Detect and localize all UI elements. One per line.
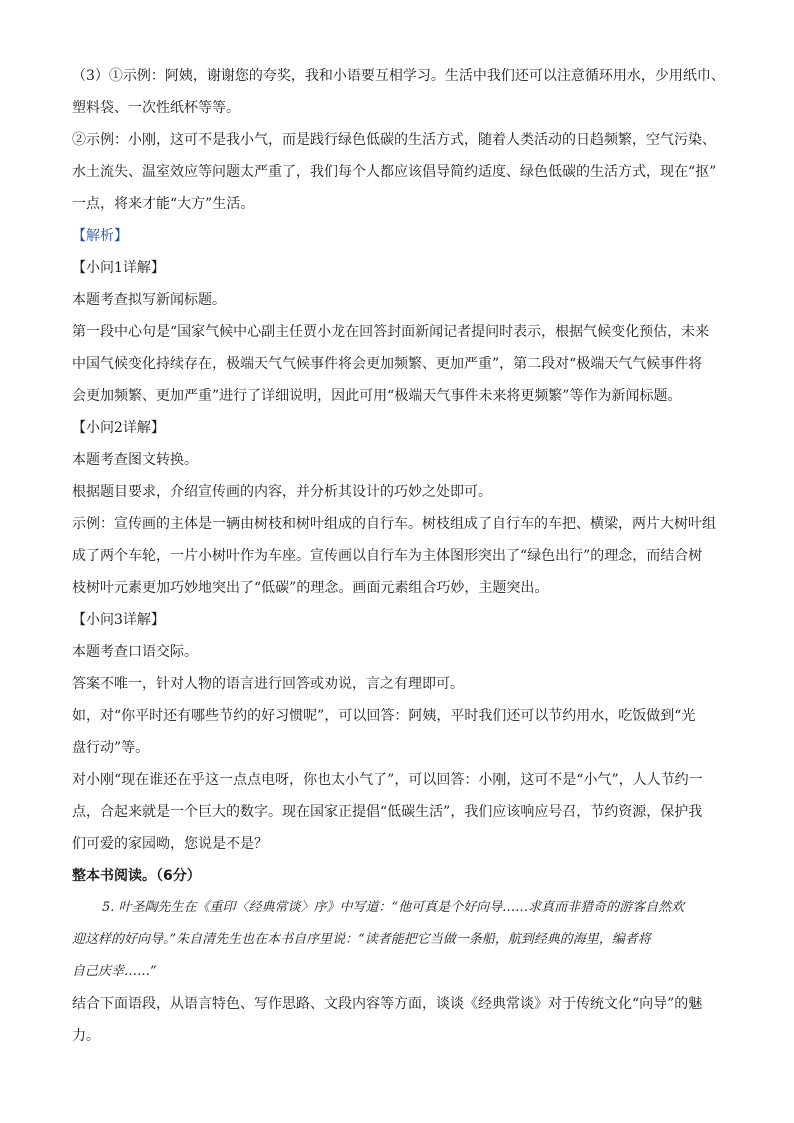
sub-question-2-topic: 本题考查图文转换。 — [72, 452, 198, 468]
sub-question-3-note: 答案不唯一，针对人物的语言进行回答或劝说，言之有理即可。 — [72, 676, 464, 692]
sub-question-3-example2-line2: 点，合起来就是一个巨大的数字。现在国家正提倡“低碳生活”，我们应该响应号召，节约资源，保护我 — [72, 804, 703, 820]
question-5-prompt-line1: 结合下面语段，从语言特色、写作思路、文段内容等方面，谈谈《经典常谈》对于传统文化“向导”的魅 — [72, 996, 703, 1012]
question-5-quote-line1: 5. 叶圣陶先生在《重印〈经典常谈〉序》中写道：“他可真是个好向导……求真而非猎奇的游客自然欢 — [102, 900, 685, 915]
answer-3-part2-line1: ②示例：小刚，这可不是我小气，而是践行绿色低碳的生活方式，随着人类活动的日趋频繁，空气污染、 — [72, 132, 716, 148]
sub-question-2-requirement: 根据题目要求，介绍宣传画的内容，并分析其设计的巧妙之处即可。 — [72, 484, 492, 500]
sub-question-1-text-line3: 会更加频繁、更加严重”进行了详细说明，因此可用“极端天气事件未来将更频繁”等作为新闻标题。 — [72, 388, 682, 404]
answer-3-part2-line2: 水土流失、温室效应等问题太严重了，我们每个人都应该倡导简约适度、绿色低碳的生活方式，现在“抠” — [72, 164, 717, 180]
sub-question-2-example-line3: 枝树叶元素更加巧妙地突出了“低碳”的理念。画面元素组合巧妙，主题突出。 — [72, 580, 549, 596]
sub-question-1-topic: 本题考查拟写新闻标题。 — [72, 292, 226, 308]
question-5-prompt-line2: 力。 — [72, 1028, 100, 1044]
question-5-quote-line2: 迎这样的好向导。”朱自清先生也在本书自序里说：“读者能把它当做一条船，航到经典的海里，编者将 — [72, 932, 651, 947]
answer-3-part1-line1: （3）①示例：阿姨，谢谢您的夸奖，我和小语要互相学习。生活中我们还可以注意循环用水，少用纸巾、 — [72, 68, 725, 84]
sub-question-3-example2-line1: 对小刚“现在谁还在乎这一点点电呀，你也太小气了”，可以回答：小刚，这可不是“小气”，人人节约一 — [72, 772, 703, 788]
analysis-heading: 【解析】 — [72, 228, 128, 244]
question-5-quote-line3: 自己庆幸……” — [72, 964, 157, 979]
answer-3-part2-line3: 一点，将来才能“大方”生活。 — [72, 196, 255, 212]
sub-question-3-example1-line2: 盘行动”等。 — [72, 740, 150, 756]
sub-question-3-example2-line3: 们可爱的家园呦，您说是不是？ — [72, 836, 268, 852]
sub-question-1-text-line1: 第一段中心句是“国家气候中心副主任贾小龙在回答封面新闻记者提问时表示，根据气候变化预估，未来 — [72, 324, 710, 340]
sub-question-3-heading: 【小问3详解】 — [72, 612, 165, 628]
sub-question-3-example1-line1: 如，对“你平时还有哪些节约的好习惯呢”，可以回答：阿姨，平时我们还可以节约用水，吃饭做到“光 — [72, 708, 696, 724]
sub-question-2-example-line1: 示例：宣传画的主体是一辆由树枝和树叶组成的自行车。树枝组成了自行车的车把、横梁，两片大树叶组 — [72, 516, 716, 532]
sub-question-3-topic: 本题考查口语交际。 — [72, 644, 198, 660]
answer-3-part1-line2: 塑料袋、一次性纸杯等等。 — [72, 100, 240, 116]
section-heading-whole-book-reading: 整本书阅读。（6分） — [72, 868, 201, 884]
sub-question-2-example-line2: 成了两个车轮，一片小树叶作为车座。宣传画以自行车为主体图形突出了“绿色出行”的理念，而结合树 — [72, 548, 703, 564]
sub-question-1-heading: 【小问1详解】 — [72, 260, 165, 276]
sub-question-1-text-line2: 中国气候变化持续存在，极端天气气候事件将会更加频繁、更加严重”，第二段对“极端天气气候事件将 — [72, 356, 703, 372]
sub-question-2-heading: 【小问2详解】 — [72, 420, 165, 436]
